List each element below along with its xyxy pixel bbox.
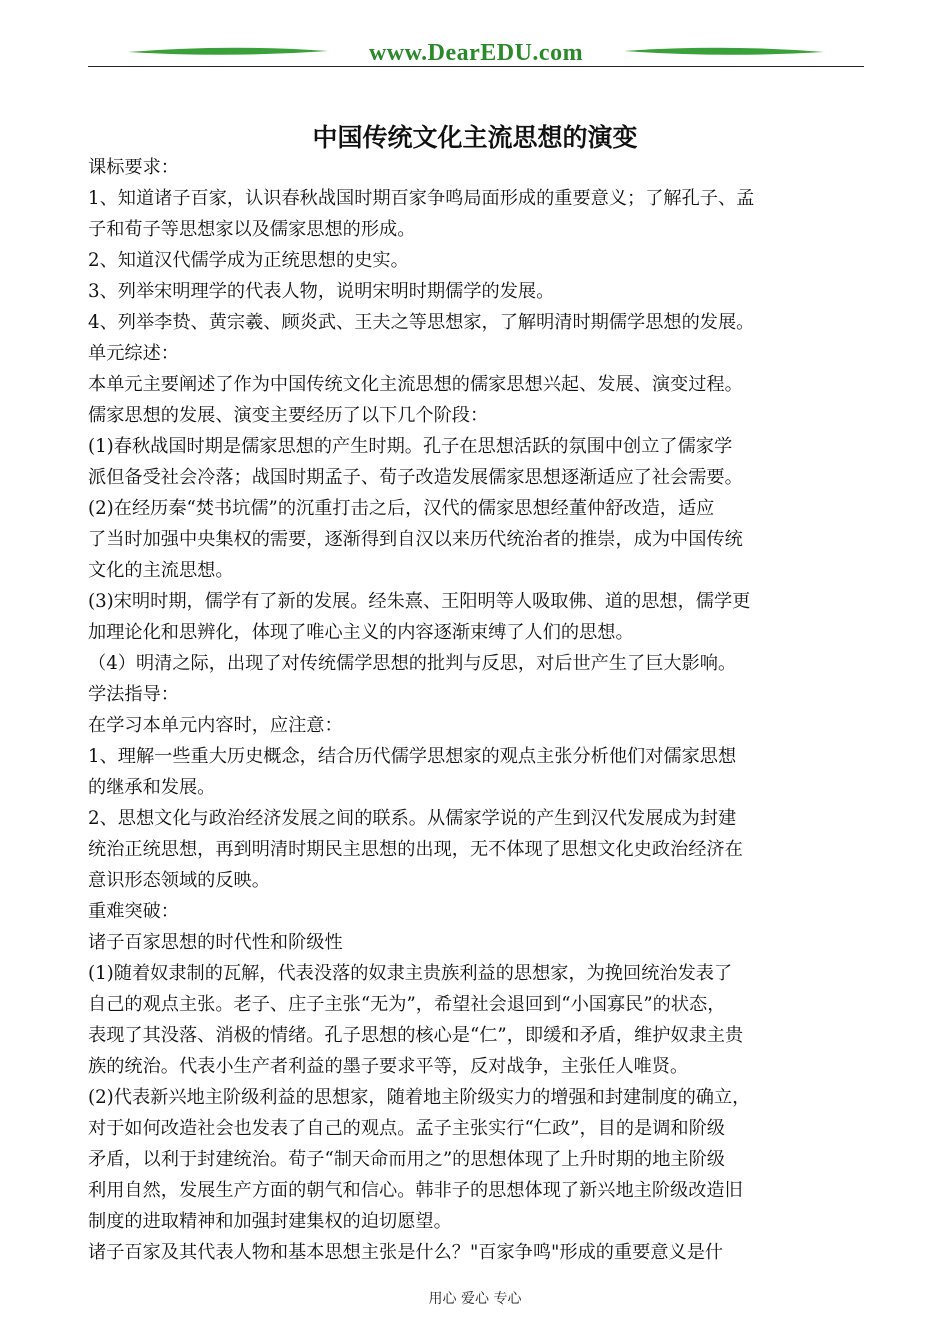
text-line: 族的统治。代表小生产者利益的墨子要求平等，反对战争，主张任人唯贤。 — [88, 1056, 689, 1077]
text-line: 制度的进取精神和加强封建集权的迫切愿望。 — [88, 1211, 452, 1232]
text-line: （4）明清之际，出现了对传统儒学思想的批判与反思，对后世产生了巨大影响。 — [88, 653, 737, 674]
text-line: 的继承和发展。 — [88, 777, 216, 798]
text-line: 儒家思想的发展、演变主要经历了以下几个阶段： — [88, 405, 489, 426]
text-line: 诸子百家思想的时代性和阶级性 — [88, 932, 343, 953]
text-line: 加理论化和思辨化，体现了唯心主义的内容逐渐束缚了人们的思想。 — [88, 622, 634, 643]
text-line: 子和荀子等思想家以及儒家思想的形成。 — [88, 219, 416, 240]
text-line: (1)随着奴隶制的瓦解，代表没落的奴隶主贵族利益的思想家，为挽回统治发表了 — [88, 963, 733, 984]
text-line: 了当时加强中央集权的需要，逐渐得到自汉以来历代统治者的推崇，成为中国传统 — [88, 529, 743, 550]
text-line: 矛盾，以利于封建统治。荀子“制天命而用之”的思想体现了上升时期的地主阶级 — [88, 1149, 725, 1170]
text-line: 派但备受社会冷落；战国时期孟子、荀子改造发展儒家思想逐渐适应了社会需要。 — [88, 467, 743, 488]
text-line: 诸子百家及其代表人物和基本思想主张是什么？"百家争鸣"形成的重要意义是什 — [88, 1242, 724, 1263]
text-line: 统治正统思想，再到明清时期民主思想的出现，无不体现了思想文化史政治经济在 — [88, 839, 743, 860]
text-line: 文化的主流思想。 — [88, 560, 234, 581]
page-footer: 用心 爱心 专心 — [428, 1291, 522, 1307]
text-line: 利用自然，发展生产方面的朝气和信心。韩非子的思想体现了新兴地主阶级改造旧 — [88, 1180, 743, 1201]
text-line: (1)春秋战国时期是儒家思想的产生时期。孔子在思想活跃的氛围中创立了儒家学 — [88, 436, 733, 457]
text-line: 自己的观点主张。老子、庄子主张“无为”，希望社会退回到“小国寡民”的状态， — [88, 994, 726, 1015]
header-rule — [88, 66, 864, 67]
text-line: 意识形态领域的反映。 — [88, 870, 270, 891]
text-line: 1、知道诸子百家，认识春秋战国时期百家争鸣局面形成的重要意义；了解孔子、孟 — [88, 188, 755, 209]
document-body — [88, 152, 868, 1268]
text-line: 单元综述： — [88, 343, 179, 364]
text-line: 学法指导： — [88, 684, 179, 705]
page-title: 中国传统文化主流思想的演变 — [312, 123, 638, 152]
text-line: 课标要求： — [88, 157, 179, 178]
text-line: (2)代表新兴地主阶级利益的思想家，随着地主阶级实力的增强和封建制度的确立， — [88, 1087, 751, 1108]
text-line: (3)宋明时期，儒学有了新的发展。经朱熹、王阳明等人吸取佛、道的思想，儒学更 — [88, 591, 751, 612]
text-line: 1、理解一些重大历史概念，结合历代儒学思想家的观点主张分析他们对儒家思想 — [88, 746, 737, 767]
text-line: 本单元主要阐述了作为中国传统文化主流思想的儒家思想兴起、发展、演变过程。 — [88, 374, 743, 395]
text-line: 3、列举宋明理学的代表人物，说明宋明时期儒学的发展。 — [88, 281, 555, 302]
page-header — [88, 38, 864, 72]
text-line: 重难突破： — [88, 901, 179, 922]
text-line: 4、列举李贽、黄宗羲、顾炎武、王夫之等思想家，了解明清时期儒学思想的发展。 — [88, 312, 755, 333]
text-line: (2)在经历秦“焚书坑儒”的沉重打击之后，汉代的儒家思想经董仲舒改造，适应 — [88, 498, 715, 519]
text-line: 表现了其没落、消极的情绪。孔子思想的核心是“仁”，即缓和矛盾，维护奴隶主贵 — [88, 1025, 744, 1046]
text-line: 2、思想文化与政治经济发展之间的联系。从儒家学说的产生到汉代发展成为封建 — [88, 808, 737, 829]
text-line: 2、知道汉代儒学成为正统思想的史实。 — [88, 250, 409, 271]
text-line: 对于如何改造社会也发表了自己的观点。孟子主张实行“仁政”，目的是调和阶级 — [88, 1118, 725, 1139]
text-line: 在学习本单元内容时，应注意： — [88, 715, 343, 736]
site-logo-text: www.DearEDU.com — [368, 40, 584, 66]
